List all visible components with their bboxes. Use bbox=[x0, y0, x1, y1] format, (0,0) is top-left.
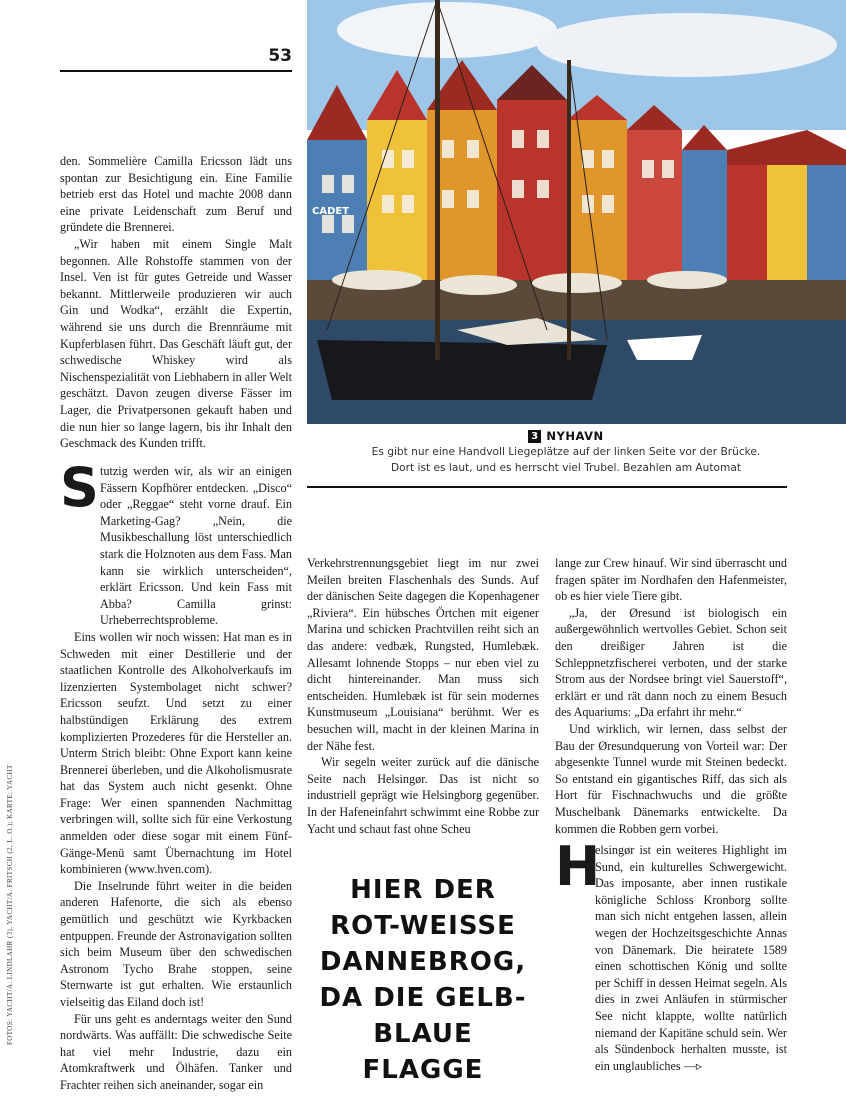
dropcap-text bbox=[595, 842, 787, 1074]
top-rule bbox=[60, 70, 292, 72]
dropcap-paragraph bbox=[60, 456, 292, 629]
dropcap-paragraph bbox=[555, 835, 787, 1074]
column-3-bottom bbox=[555, 835, 787, 1074]
continue-arrow-icon: —▹ bbox=[683, 1058, 702, 1073]
paragraph: Die Inselrunde führt weiter in die beiden anderen Hafenorte, die sich als ebenso gemütlich und geschützt wie Kyrkbacken entpuppen. Freunde der Astronavigation sollten sich beim Museum über den schwedischen Astronom Tycho Brahe stoppen, seine Sternwarte ist gut erhalten. Wie erstaunlich vielseitig das Eiland doch ist! bbox=[60, 878, 292, 1009]
photo-mast bbox=[435, 0, 440, 360]
column-1-top bbox=[60, 153, 292, 452]
dropcap: H bbox=[555, 835, 601, 898]
paragraph: Eins wollen wir noch wissen: Hat man es in Schweden mit einer Destillerie und der staatlichen Kontrolle des Alkoholverkaufs im lizenzierten Systembolaget nicht schwer? Ericsson seufzt. Und setzt zu einer halbstündigen Erklärung des extrem komplizierten Prozederes für die Hersteller an. Unterm Strich bleibt: Ohne Export kann keine Brennerei überleben, und die Alkoholismusrate hat das System auch nicht gesenkt. Ohne Frage: Wer einen spannenden Nachmittag verbringen will, sollte sich für eine Verkostung anmelden oder diese sogar mit einem Fünf-Gänge-Menü samt Übernachtung im Hotel kombinieren (www.hven.com). bbox=[60, 629, 292, 877]
caption-heading bbox=[346, 428, 786, 444]
photo-sign: CADET bbox=[312, 206, 350, 217]
dropcap: S bbox=[60, 456, 99, 519]
photo-caption bbox=[346, 428, 786, 476]
paragraph: Für uns geht es anderntags weiter den Sund nordwärts. Was auffällt: Die schwedische Seite hat viel mehr Industrie, dazu ein Atomkraftwerk und Ölhäfen. Tanker und Frachter reihen sich aneinander, sogar ein bbox=[60, 1011, 292, 1092]
paragraph: Und wirklich, wir lernen, dass selbst der Bau der Øresundquerung von Vorteil war: Der abgesenkte Tunnel wurde mit Steinen bedeckt. So entstand ein gigantisches Riff, das sich als Hort für Fischnachwuchs und die größte Muschelbank Dänemarks entwickelte. Da kommen die Robben gern vorbei. bbox=[555, 721, 787, 836]
paragraph: Wir segeln weiter zurück auf die dänische Seite nach Helsingør. Das ist nicht so industriell geprägt wie Helsingborg gegenüber. In der Hafeneinfahrt schwimmt eine Robbe zur Yacht und schaut fast ohne Scheu bbox=[307, 755, 539, 836]
pull-quote: HIER DER ROT-WEISSE DANNEBROG, DA DIE GELB-BLAUE FLAGGE bbox=[319, 875, 527, 1085]
paragraph: „Wir haben mit einem Single Malt begonnen. Alle Rohstoffe stammen von der Insel. Ven ist für gutes Getreide und Wasser bekannt. Mittlerweile produzieren wir auch Gin und Wodka“, erzählt die Expertin, während sie uns durch die Brennräume mit Kupferblasen führt. Das Geschäft läuft gut, der schwedische Whiskey wird als Nischenspezialität von Liebhabern in aller Welt geschätzt. Davon zeugen diverse Fässer im Lager, die Privatpersonen gekauft haben und die nun hier so lange lagern, bis ihr Inhalt den Geschmack des Kunden trifft. bbox=[60, 236, 292, 451]
paragraph: Verkehrstrennungsgebiet liegt im nur zwei Meilen breiten Flaschenhals des Sunds. Auf der dänischen Seite dagegen die Kopenhagener „Riviera“. Ein hübsches Örtchen mit eigener Marina und schicken Prachtvillen reiht sich an das andere: vedbæk, Rungsted, Humlebæk. Allesamt lohnende Stopps – nur eben viel zu dicht hintereinander. Man muss sich entscheiden. Humlebæk ist für sein modernes Kunstmuseum „Louisiana“ berühmt. Wer es besuchen will, macht in der kleinen Marina in der Nähe fest. bbox=[307, 556, 539, 753]
photo-boat-hull bbox=[317, 340, 607, 400]
caption-line-2: Dort ist es laut, und es herrscht viel Trubel. Bezahlen am Automat bbox=[391, 462, 741, 474]
dropcap-text: tutzig werden wir, als wir an einigen Fässern Kopfhörer entdecken. „Disco“ oder „Reggae“ steht vorne drauf. Ein Marketing-Gag? „Nein, die Musikbeschallung löst unterschiedlich stark die Holznoten aus dem Fass. Man kann sie wirklich unterscheiden“, erklärt Ericsson. Und kein Fass mit Abba? Camilla grinst: Urheberrechtsprobleme. bbox=[100, 464, 292, 628]
caption-title: NYHAVN bbox=[546, 429, 604, 443]
photo-cloud bbox=[537, 13, 837, 77]
photo-credits-text: FOTOS: YACHT/A. LINDLAHR (3), YACHT/A. FRITSCH (2, L. O.); KARTE: YACHT bbox=[6, 764, 14, 1045]
paragraph: den. Sommelière Camilla Ericsson lädt uns spontan zur Besichtigung ein. Eine Familie betrieb erst das Hotel und machte 2008 dann eine private Leidenschaft zum Beruf und gründete die Brennerei. bbox=[60, 154, 292, 235]
photo-mast bbox=[567, 60, 571, 360]
page-number: 53 bbox=[268, 46, 292, 66]
column-2 bbox=[307, 555, 539, 837]
photo-rule bbox=[307, 486, 787, 488]
caption-line-1: Es gibt nur eine Handvoll Liegeplätze auf der linken Seite vor der Brücke. bbox=[371, 446, 761, 458]
photo-roof bbox=[727, 130, 846, 165]
column-1-bottom bbox=[60, 456, 292, 1094]
photo-credits bbox=[6, 745, 20, 1045]
dropcap-text-body: elsingør ist ein weiteres Highlight im Sund, ein kulturelles Schwergewicht. Das imposante, aber innen rustikale königliche Schloss Kronborg sollte man sich nicht entgehen lassen, allein wegen der Hochzeitsgeschichte Annas von Dänemark. Die heiratete 1589 einen schottischen König und sollte per Schiff in dessen Heimat segeln. Als dies in zwei Anläufen in stürmischer See nicht klappte, wollte natürlich niemand der Kapitäne schuld sein. Wer als Sündenbock herhalten musste, ist ein unglaubliches bbox=[595, 843, 787, 1073]
paragraph: „Ja, der Øresund ist biologisch ein außergewöhnlich wertvolles Gebiet. Schon seit den dreißiger Jahren ist die Schleppnetzfischerei verboten, und der starke Strom aus der Nordsee bringt viel Sauerstoff“, erklärt er und rät dann noch zu einem Besuch des Aquariums: „Da erfahrt ihr mehr.“ bbox=[555, 605, 787, 720]
paragraph: lange zur Crew hinauf. Wir sind überrascht und fragen später im Nordhafen den Hafenmeister, ob es hier viele Tiere gibt. bbox=[555, 556, 787, 604]
nyhavn-photo bbox=[307, 0, 846, 424]
column-3-top bbox=[555, 555, 787, 837]
caption-number: 3 bbox=[528, 430, 541, 443]
